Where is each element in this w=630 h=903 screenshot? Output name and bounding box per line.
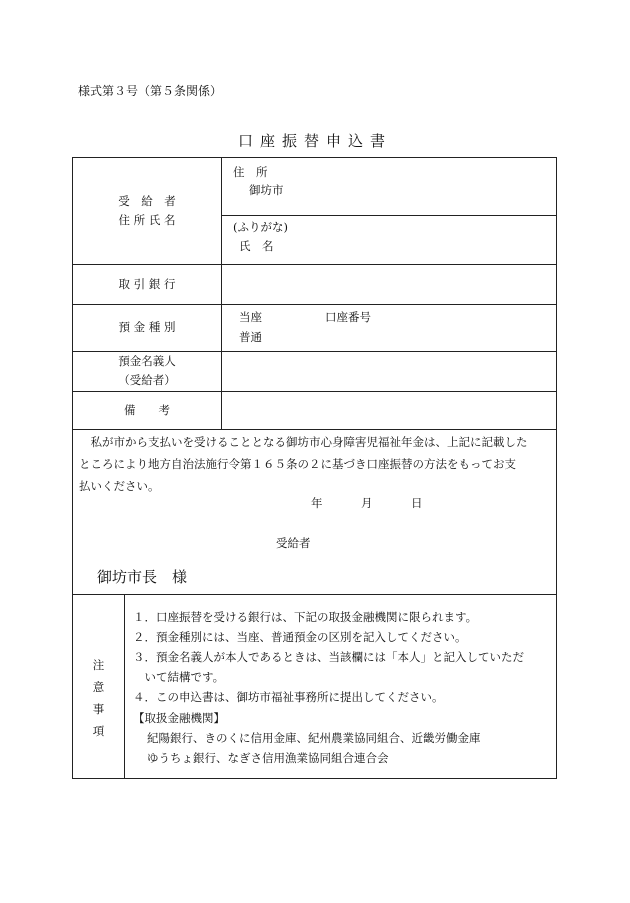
institutions-header: 【取扱金融機関】 (133, 711, 225, 725)
application-form-table (72, 157, 557, 779)
account-holder-field[interactable] (222, 352, 557, 391)
divider (73, 429, 557, 430)
notes-label-char: 項 (92, 724, 105, 738)
note-item-3: ３．預金名義人が本人であるときは、当該欄には「本人」と記入していただ (133, 650, 524, 664)
page-title: 口座振替申込書 (237, 132, 392, 150)
deposit-option-current[interactable]: 当座 (239, 310, 262, 324)
date-day-label: 日 (411, 496, 423, 510)
address-value[interactable]: 御坊市 (249, 183, 284, 197)
applicant-label: 受給者 (276, 536, 311, 550)
addressee-mayor: 御坊市長 様 (97, 568, 188, 586)
note-item-4: ４．この申込書は、御坊市福祉事務所に提出してください。 (133, 690, 444, 704)
furigana-label: (ふりがな) (233, 220, 288, 234)
deposit-type-label: 預 金 種 別 (118, 320, 176, 334)
notes-label-char: 意 (92, 680, 105, 694)
name-label: 氏 名 (239, 239, 274, 253)
divider (221, 215, 557, 216)
address-label: 住 所 (233, 165, 268, 179)
account-holder-label (73, 356, 221, 386)
deposit-option-ordinary[interactable]: 普通 (239, 330, 262, 344)
account-holder-line2: （受給者） (118, 372, 176, 387)
account-number-label: 口座番号 (325, 310, 371, 324)
declaration-line: 払いください。 (79, 479, 160, 493)
note-item-2: ２．預金種別には、当座、普通預金の区別を記入してください。 (133, 630, 467, 644)
recipient-label (73, 196, 221, 226)
recipient-label-line1: 受 給 者 (118, 194, 176, 208)
institutions-line-1: 紀陽銀行、きのくに信用金庫、紀州農業協同組合、近畿労働金庫 (147, 731, 481, 745)
form-reference: 様式第３号（第５条関係） (78, 84, 223, 98)
notes-label-char: 事 (92, 702, 105, 716)
notes-label-char: 注 (92, 658, 105, 672)
note-item-1: １．口座振替を受ける銀行は、下記の取扱金融機関に限られます。 (133, 610, 478, 624)
date-month-label: 月 (361, 496, 373, 510)
notes-label (73, 654, 124, 742)
remarks-field[interactable] (222, 392, 557, 429)
declaration-line: 私が市から支払いを受けることとなる御坊市心身障害児福祉年金は、上記に記載した (79, 435, 528, 449)
note-item-3-cont: いて結構です。 (133, 670, 225, 684)
divider (73, 594, 557, 595)
recipient-label-line2: 住 所 氏 名 (118, 212, 176, 227)
remarks-label: 備 考 (124, 403, 170, 417)
account-holder-line1: 預金名義人 (118, 354, 176, 368)
divider (124, 594, 125, 779)
bank-label: 取 引 銀 行 (118, 277, 176, 291)
bank-field[interactable] (222, 265, 557, 304)
divider (73, 304, 557, 305)
declaration-line: ところにより地方自治法施行令第１６５条の２に基づき口座振替の方法をもってお支 (79, 457, 516, 471)
date-year-label: 年 (311, 496, 323, 510)
institutions-line-2: ゆうちょ銀行、なぎさ信用漁業協同組合連合会 (147, 751, 389, 765)
declaration-text (79, 431, 555, 497)
